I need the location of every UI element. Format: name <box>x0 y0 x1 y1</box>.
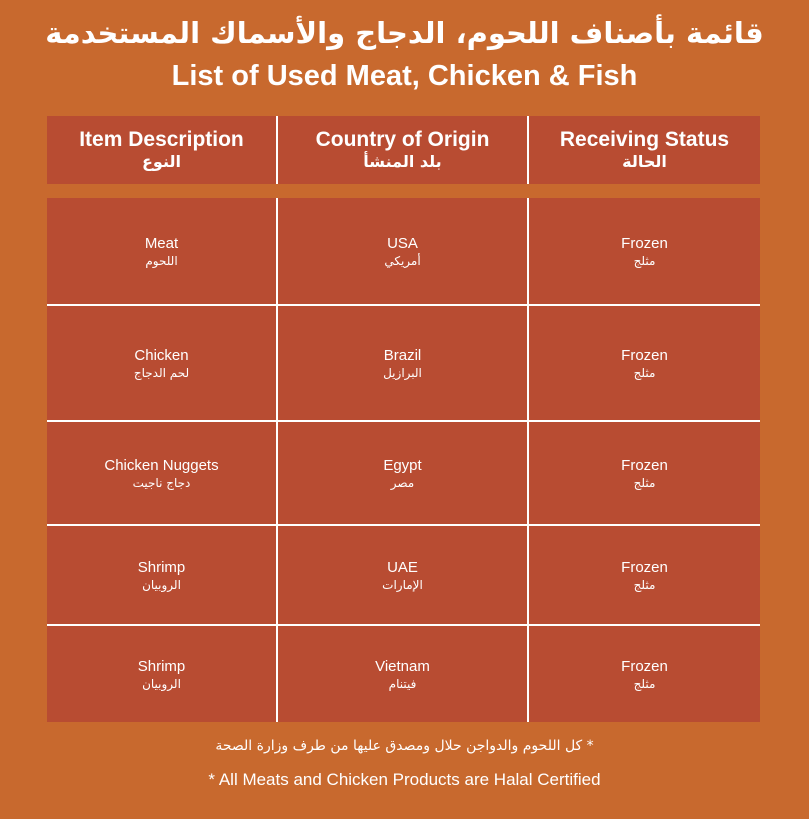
origin-cell <box>278 198 529 304</box>
table-row <box>47 626 760 722</box>
items-table <box>47 198 760 722</box>
status-cell <box>529 306 760 420</box>
item-cell <box>47 198 278 304</box>
header-label-english: Country of Origin <box>315 128 490 151</box>
item-cell <box>47 306 278 420</box>
header-label-arabic: بلد المنشأ <box>363 152 442 171</box>
status-cell <box>529 526 760 624</box>
status-arabic: مثلج <box>633 365 656 380</box>
page-title-arabic: قائمة بأصناف اللحوم، الدجاج والأسماك المستخدمة <box>45 16 764 50</box>
halal-note-arabic: * كل اللحوم والدواجن حلال ومصدق عليها من طرف وزارة الصحة <box>215 738 594 754</box>
item-cell <box>47 526 278 624</box>
status-cell <box>529 626 760 722</box>
status-arabic: مثلج <box>633 676 656 691</box>
table-row <box>47 306 760 422</box>
item-name-english: Chicken <box>134 346 189 364</box>
header-label-arabic: النوع <box>142 152 181 171</box>
item-name-english: Shrimp <box>137 558 186 576</box>
status-english: Frozen <box>621 234 668 252</box>
item-name-arabic: لحم الدجاج <box>133 365 190 380</box>
origin-english: USA <box>387 234 418 252</box>
table-row <box>47 198 760 306</box>
status-arabic: مثلج <box>633 577 656 592</box>
table-row <box>47 422 760 526</box>
origin-english: Brazil <box>383 346 422 364</box>
status-arabic: مثلج <box>633 253 656 268</box>
origin-arabic: فيتنام <box>388 676 417 691</box>
origin-cell <box>278 422 529 524</box>
item-name-english: Meat <box>144 234 179 252</box>
origin-english: Vietnam <box>375 657 430 675</box>
header-country-of-origin <box>278 116 529 184</box>
origin-cell <box>278 626 529 722</box>
status-english: Frozen <box>621 558 668 576</box>
origin-english: Egypt <box>383 456 422 474</box>
header-label-english: Item Description <box>79 128 244 151</box>
header-receiving-status <box>529 116 760 184</box>
item-name-english: Shrimp <box>137 657 186 675</box>
header-label-english: Receiving Status <box>559 128 730 151</box>
header-label-arabic: الحالة <box>622 152 667 171</box>
item-cell <box>47 626 278 722</box>
item-name-arabic: اللحوم <box>145 253 178 268</box>
origin-english: UAE <box>387 558 418 576</box>
origin-arabic: أمريكي <box>384 253 421 268</box>
halal-note-english: * All Meats and Chicken Products are Halal Certified <box>208 770 601 789</box>
item-cell <box>47 422 278 524</box>
item-name-english: Chicken Nuggets <box>104 456 219 474</box>
status-arabic: مثلج <box>633 475 656 490</box>
header-item-description <box>47 116 278 184</box>
item-name-arabic: الروبيان <box>142 577 181 592</box>
origin-cell <box>278 526 529 624</box>
status-english: Frozen <box>621 346 668 364</box>
status-cell <box>529 198 760 304</box>
origin-cell <box>278 306 529 420</box>
table-header <box>47 116 760 184</box>
page-title-english: List of Used Meat, Chicken & Fish <box>171 60 638 92</box>
status-cell <box>529 422 760 524</box>
origin-arabic: مصر <box>390 475 415 490</box>
table-row <box>47 526 760 626</box>
item-name-arabic: الروبيان <box>142 676 181 691</box>
status-english: Frozen <box>621 456 668 474</box>
item-name-arabic: دجاج ناجيت <box>132 475 191 490</box>
origin-arabic: الإمارات <box>382 577 423 592</box>
origin-arabic: البرازيل <box>383 365 422 380</box>
status-english: Frozen <box>621 657 668 675</box>
